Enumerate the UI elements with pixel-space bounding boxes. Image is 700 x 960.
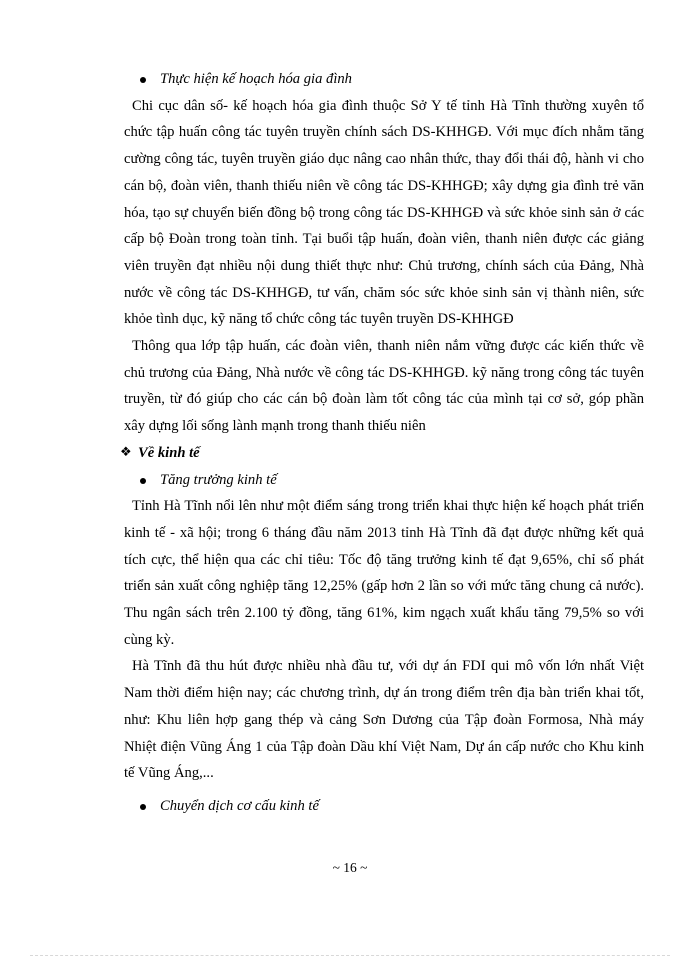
economy-heading-text: Về kinh tế	[138, 444, 200, 461]
bullet-icon	[140, 478, 146, 484]
bullet-icon	[140, 77, 146, 83]
bullet-icon	[140, 804, 146, 810]
page-number: ~ 16 ~	[332, 860, 368, 875]
structure-heading	[124, 793, 644, 820]
family-planning-paragraph-2: Thông qua lớp tập huấn, các đoàn viên, thanh niên nắm vững được các kiến thức về chủ trương của Đảng, Nhà nước về công tác DS-KHHGĐ. kỹ năng trong công tác tuyên truyền, từ đó giúp cho các cán bộ đoàn làm tốt công tác của mình tại cơ sở, góp phần xây dựng lối sống lành mạnh trong thanh thiếu niên	[124, 338, 644, 435]
page-bottom-divider	[30, 955, 670, 956]
growth-heading-text: Tăng trưởng kinh tế	[160, 471, 277, 488]
document-body	[120, 66, 644, 820]
family-planning-heading-text: Thực hiện kế hoạch hóa gia đình	[160, 71, 352, 87]
diamond-bullet-icon: ❖	[120, 444, 132, 460]
growth-paragraph-2: Hà Tĩnh đã thu hút được nhiều nhà đầu tư, với dự án FDI qui mô vốn lớn nhất Việt Nam thời điểm hiện nay; các chương trình, dự án trong điểm trên địa bàn triển khai tốt, như: Khu liên hợp gang thép và cảng Sơn Dương của Tập đoàn Formosa, Nhà máy Nhiệt điện Vũng Áng 1 của Tập đoàn Dầu khí Việt Nam, Dự án cấp nước cho Khu kinh tế Vũng Áng,...	[124, 658, 644, 782]
family-planning-paragraph-1: Chi cục dân số- kế hoạch hóa gia đình thuộc Sở Y tế tỉnh Hà Tĩnh thường xuyên tổ chức tập huấn công tác tuyên truyền chính sách DS-KHHGĐ. Với mục đích nhằm tăng cường công tác, tuyên truyền giáo dục nâng cao nhân thức, thay đổi thái độ, hành vi cho cán bộ, đoàn viên, thanh thiếu niên về công tác DS-KHHGĐ; xây dựng gia đình trẻ văn hóa, tạo sự chuyển biến đồng bộ trong công tác DS-KHHGĐ và sức khỏe sinh sản ở các cấp bộ Đoàn trong toàn tỉnh. Tại buổi tập huấn, đoàn viên, thanh niên được các giảng viên truyền đạt nhiều nội dung thiết thực như: Chủ trương, chính sách của Đảng, Nhà nước về công tác DS-KHHGĐ, tư vấn, chăm sóc sức khỏe sinh sản vị thành niên, sức khỏe tình dục, kỹ năng tổ chức công tác tuyên truyền DS-KHHGĐ	[124, 97, 644, 328]
growth-heading	[124, 467, 644, 494]
family-planning-heading	[124, 66, 644, 93]
structure-heading-text: Chuyển dịch cơ cấu kinh tế	[160, 797, 319, 814]
economy-heading	[120, 440, 644, 467]
growth-paragraph-1: Tỉnh Hà Tĩnh nổi lên như một điểm sáng trong triển khai thực hiện kế hoạch phát triển kinh tế - xã hội; trong 6 tháng đầu năm 2013 tỉnh Hà Tĩnh đã đạt được những kết quả tích cực, thể hiện qua các chỉ tiêu: Tốc độ tăng trưởng kinh tế đạt 9,65%, chỉ số phát triển sản xuất công nghiệp tăng 12,25% (gấp hơn 2 lần so với mức tăng chung cả nước). Thu ngân sách trên 2.100 tỷ đồng, tăng 61%, kim ngạch xuất khẩu tăng 79,5% so với cùng kỳ.	[124, 498, 644, 648]
